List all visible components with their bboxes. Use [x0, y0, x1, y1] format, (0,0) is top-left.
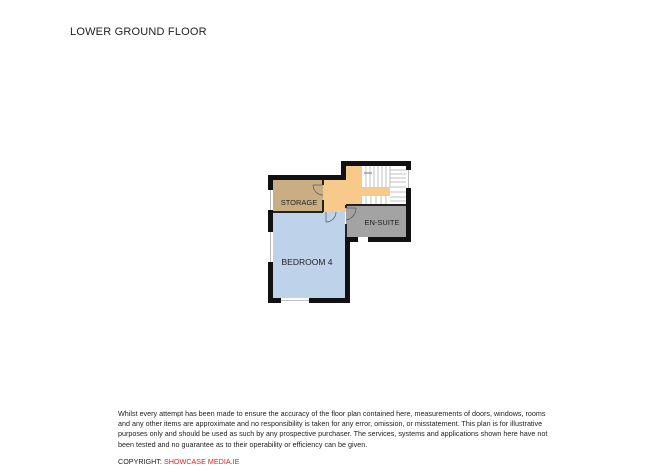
- storage-label: STORAGE: [280, 198, 318, 207]
- floor-title: LOWER GROUND FLOOR: [70, 26, 207, 38]
- ensuite-label: EN-SUITE: [364, 218, 400, 227]
- copyright-brand: SHOWCASE MEDIA.IE: [163, 457, 240, 466]
- stair-block: [362, 166, 406, 187]
- disclaimer-text: Whilst every attempt has been made to ensure the accuracy of the floor plan contained here, measurements of doors, windows, rooms and any other items are approximate and no responsibility is taken for any error, omission, or misstatement. This plan is for illustrative purposes only and should be used as such by any prospective purchaser. The services, systems and applications shown here have not been tested and no guarantee as to their operability or efficiency can be given.: [118, 409, 548, 449]
- bedroom-label: BEDROOM 4: [281, 257, 333, 267]
- stair-block: [390, 187, 406, 205]
- copyright-label: COPYRIGHT:: [118, 457, 162, 466]
- copyright-line: [118, 457, 239, 466]
- bedroom-room: [273, 212, 345, 298]
